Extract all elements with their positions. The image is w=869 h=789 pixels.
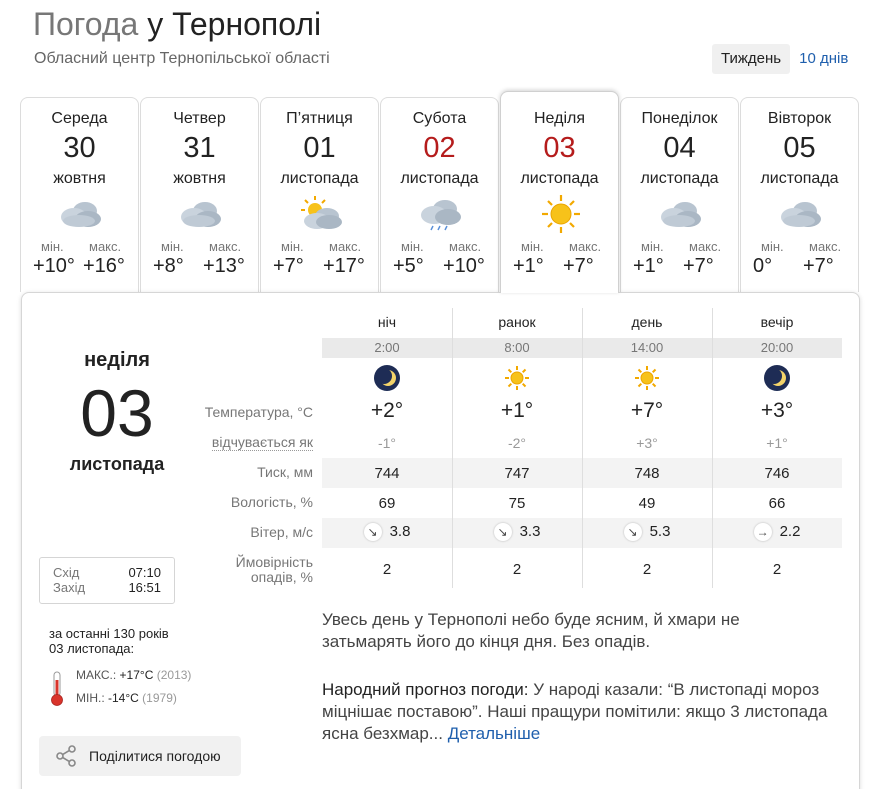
- min-temp: +10°: [33, 255, 75, 277]
- more-link[interactable]: Детальніше: [447, 724, 541, 743]
- period-time: 8:00: [504, 340, 530, 355]
- max-temp: +17°: [323, 255, 365, 277]
- max-temp: +10°: [443, 255, 485, 277]
- min-label: мін.: [761, 239, 784, 254]
- day-number: 03: [543, 132, 576, 164]
- min-label: мін.: [281, 239, 304, 254]
- min-label: мін.: [641, 239, 664, 254]
- record-min-label: МІН.:: [76, 691, 105, 705]
- min-temp: +5°: [393, 255, 424, 277]
- share-label: Поділитися погодою: [89, 748, 221, 764]
- selected-month: листопада: [69, 454, 165, 474]
- max-label: макс.: [449, 239, 482, 254]
- day-tab-05[interactable]: [740, 97, 859, 292]
- day-month: листопада: [400, 170, 479, 187]
- title-prefix: Погода: [33, 6, 139, 42]
- wind-direction-icon: ↘: [494, 523, 512, 541]
- min-temp: +1°: [633, 255, 664, 277]
- folk-forecast: [322, 679, 842, 745]
- sunrise-sunset-box: [39, 557, 175, 604]
- day-tab-02[interactable]: [380, 97, 499, 292]
- history-date: 03 листопада:: [49, 641, 135, 656]
- record-max-label: МАКС.:: [76, 668, 117, 682]
- min-label: мін.: [521, 239, 544, 254]
- day-month: листопада: [760, 170, 839, 187]
- label-humidity: Вологість, %: [230, 494, 313, 510]
- period-wind: ↘ 3.3: [452, 523, 582, 541]
- wind-direction-icon: ↘: [364, 523, 382, 541]
- day-month: жовтня: [173, 170, 226, 187]
- history-line: за останні 130 років: [49, 626, 169, 641]
- period-wind: → 2.2: [712, 523, 842, 541]
- max-label: макс.: [809, 239, 842, 254]
- period-temperature: +3°: [760, 399, 794, 422]
- day-tab-03[interactable]: [500, 91, 619, 293]
- day-details-panel: [21, 292, 860, 789]
- ten-days-link[interactable]: 10 днів: [799, 50, 849, 67]
- period-pressure: 746: [764, 465, 790, 482]
- record-min: [76, 691, 177, 705]
- day-month: листопада: [520, 170, 599, 187]
- day-tab-04[interactable]: [620, 97, 739, 292]
- period-name: ніч: [377, 314, 397, 330]
- label-wind: Вітер, м/с: [250, 524, 313, 540]
- moon-icon: [322, 364, 452, 392]
- partly-sunny-icon: [297, 194, 345, 234]
- max-temp: +16°: [83, 255, 125, 277]
- history-title: [49, 626, 169, 656]
- period-humidity: 66: [768, 495, 786, 512]
- min-temp: +1°: [513, 255, 544, 277]
- period-feels-like: -2°: [507, 435, 527, 451]
- label-precipitation: Ймовірність опадів, %: [235, 554, 313, 585]
- min-temp: 0°: [753, 255, 773, 277]
- max-label: макс.: [209, 239, 242, 254]
- period-humidity: 75: [508, 495, 526, 512]
- label-feels-like[interactable]: відчувається як: [211, 434, 313, 450]
- week-button[interactable]: Тиждень: [712, 44, 790, 74]
- sunset-label: Захід: [53, 580, 86, 595]
- period-name: ранок: [498, 314, 536, 330]
- record-min-year: (1979): [142, 691, 177, 705]
- share-icon: [55, 745, 77, 767]
- max-temp: +7°: [683, 255, 714, 277]
- period-humidity: 69: [378, 495, 396, 512]
- max-label: макс.: [689, 239, 722, 254]
- day-name: Четвер: [173, 110, 226, 127]
- period-feels-like: +1°: [766, 435, 788, 451]
- day-name: Субота: [412, 110, 467, 127]
- label-pressure: Тиск, мм: [257, 464, 313, 480]
- period-name: вечір: [760, 314, 794, 330]
- day-name: Вівторок: [767, 110, 832, 127]
- min-temp: +8°: [153, 255, 184, 277]
- day-month: листопада: [280, 170, 359, 187]
- cloudy-icon: [177, 194, 225, 234]
- share-weather-button[interactable]: [39, 736, 241, 776]
- day-tab-31[interactable]: [140, 97, 259, 292]
- record-max: [76, 668, 191, 682]
- cloudy-rain-icon: [417, 194, 465, 234]
- day-name: Неділя: [534, 110, 585, 127]
- period-humidity: 49: [638, 495, 656, 512]
- day-description: Увесь день у Тернополі небо буде ясним, й хмари не затьмарять його до кінця дня. Без опадів.: [322, 610, 740, 651]
- day-number: 31: [183, 132, 216, 164]
- sunset-time: 16:51: [128, 580, 161, 595]
- thermometer-icon: [50, 671, 64, 707]
- record-min-value: -14°C: [108, 691, 139, 705]
- page-subtitle: Обласний центр Тернопільської області: [34, 50, 330, 67]
- period-precipitation: 2: [382, 561, 392, 578]
- folk-text: У народі казали: “В листопаді мороз міцнішає поставою”. Наші пращури помітили: якщо 3 листопада ясна безхмар...: [322, 680, 828, 743]
- period-temperature: +7°: [630, 399, 664, 422]
- period-pressure: 748: [634, 465, 660, 482]
- period-precipitation: 2: [772, 561, 782, 578]
- day-name: Понеділок: [641, 110, 718, 127]
- selected-day-name: неділя: [84, 349, 150, 371]
- period-feels-like: -1°: [377, 435, 397, 451]
- day-number: 04: [663, 132, 696, 164]
- period-pressure: 744: [374, 465, 400, 482]
- title-city: у Тернополі: [147, 6, 322, 42]
- max-label: макс.: [329, 239, 362, 254]
- label-temperature: Температура, °C: [204, 404, 313, 420]
- record-max-year: (2013): [156, 668, 192, 682]
- day-name: П’ятниця: [286, 110, 353, 127]
- day-number: 02: [423, 132, 456, 164]
- min-label: мін.: [161, 239, 184, 254]
- min-label: мін.: [41, 239, 64, 254]
- period-time: 14:00: [630, 340, 664, 355]
- day-month: жовтня: [53, 170, 106, 187]
- max-label: макс.: [569, 239, 602, 254]
- day-month: листопада: [640, 170, 719, 187]
- folk-title: Народний прогноз погоди:: [322, 680, 529, 699]
- max-temp: +13°: [203, 255, 245, 277]
- period-name: день: [631, 314, 663, 330]
- day-number: 05: [783, 132, 816, 164]
- wind-direction-icon: ↘: [624, 523, 642, 541]
- min-temp: +7°: [273, 255, 304, 277]
- sunny-icon: [537, 194, 585, 234]
- period-temperature: +2°: [370, 399, 404, 422]
- page-title: [33, 6, 321, 43]
- max-temp: +7°: [563, 255, 594, 277]
- min-label: мін.: [401, 239, 424, 254]
- sunrise-label: Схід: [53, 565, 80, 580]
- period-wind: ↘ 3.8: [322, 523, 452, 541]
- sun-icon: [452, 364, 582, 392]
- max-label: макс.: [89, 239, 122, 254]
- wind-direction-icon: →: [754, 523, 772, 541]
- period-precipitation: 2: [642, 561, 652, 578]
- record-max-value: +17°C: [119, 668, 154, 682]
- day-number: 30: [63, 132, 96, 164]
- selected-day-number: 03: [80, 376, 154, 450]
- max-temp: +7°: [803, 255, 834, 277]
- day-number: 01: [303, 132, 336, 164]
- day-tab-30[interactable]: [20, 97, 139, 292]
- view-switch: [712, 44, 857, 74]
- sunrise-time: 07:10: [128, 565, 161, 580]
- period-time: 20:00: [760, 340, 794, 355]
- sun-icon: [582, 364, 712, 392]
- moon-icon: [712, 364, 842, 392]
- period-precipitation: 2: [512, 561, 522, 578]
- period-time: 2:00: [374, 340, 400, 355]
- cloudy-icon: [657, 194, 705, 234]
- period-temperature: +1°: [500, 399, 534, 422]
- day-tab-01[interactable]: [260, 97, 379, 292]
- day-name: Середа: [51, 110, 108, 127]
- cloudy-icon: [57, 194, 105, 234]
- cloudy-icon: [777, 194, 825, 234]
- period-pressure: 747: [504, 465, 530, 482]
- period-feels-like: +3°: [636, 435, 658, 451]
- period-wind: ↘ 5.3: [582, 523, 712, 541]
